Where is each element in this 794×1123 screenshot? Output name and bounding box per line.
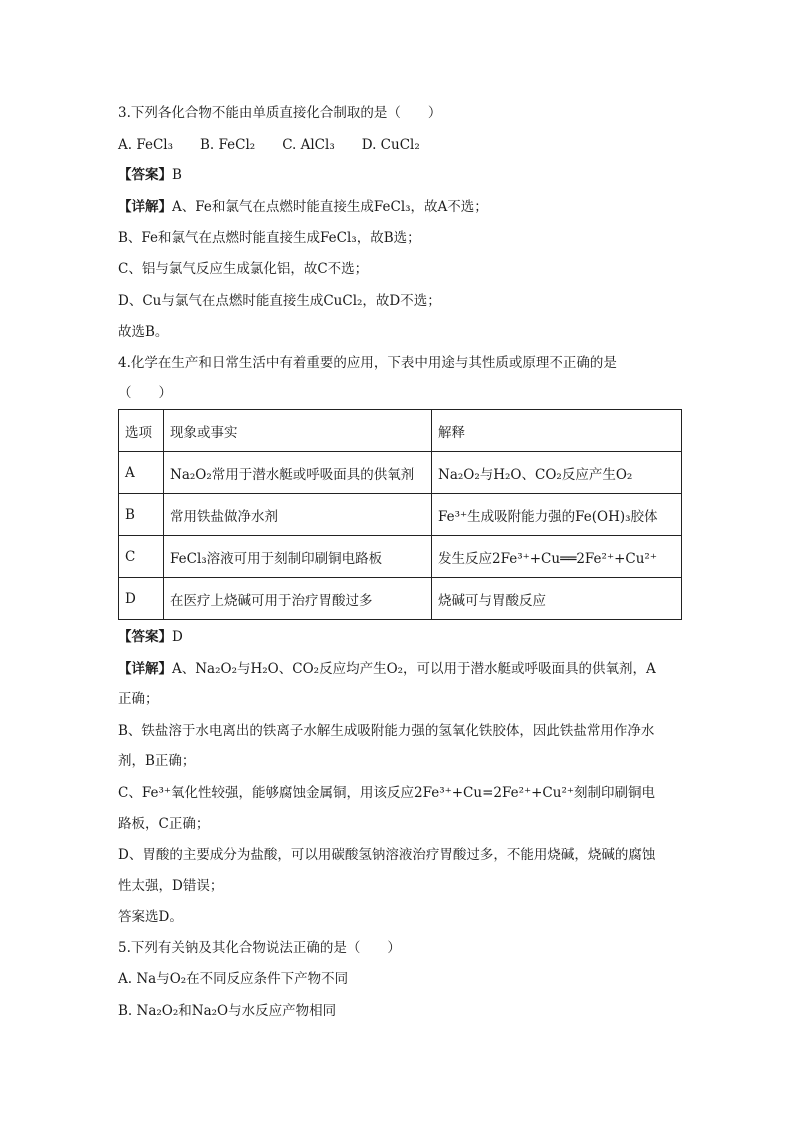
answer-value: B xyxy=(172,167,182,183)
q4-stem-line2: （ ） xyxy=(118,385,172,401)
q3-stem: 3.下列各化合物不能由单质直接化合制取的是（ ） xyxy=(118,105,442,121)
table-cell: FeCl₃溶液可用于刻制印刷铜电路板 xyxy=(164,536,432,578)
q4-detail-3: B、铁盐溶于水电离出的铁离子水解生成吸附能力强的氢氧化铁胶体，因此铁盐常用作净水 xyxy=(118,723,655,739)
q3-options: A. FeCl₃ B. FeCl₂ C. AlCl₃ D. CuCl₂ xyxy=(118,137,420,153)
detail-text: A、Na₂O₂与H₂O、CO₂反应均产生O₂，可以用于潜水艇或呼吸面具的供氧剂，A xyxy=(172,661,656,677)
table-header-cell: 现象或事实 xyxy=(164,410,432,452)
q4-detail-7: D、胃酸的主要成分为盐酸，可以用碳酸氢钠溶液治疗胃酸过多，不能用烧碱，烧碱的腐蚀 xyxy=(118,847,656,863)
table-cell: Fe³⁺生成吸附能力强的Fe(OH)₃胶体 xyxy=(432,494,682,536)
table-cell: D xyxy=(119,578,164,620)
q5-stem: 5.下列有关钠及其化合物说法正确的是（ ） xyxy=(118,940,401,956)
table-row xyxy=(119,578,682,620)
table-cell: B xyxy=(119,494,164,536)
answer-value: D xyxy=(172,629,183,645)
q3-detail-2: B、Fe和氯气在点燃时能直接生成FeCl₃，故B选； xyxy=(118,230,421,246)
q3-answer xyxy=(118,166,182,184)
table-cell: 在医疗上烧碱可用于治疗胃酸过多 xyxy=(164,578,432,620)
q5-option-b: B. Na₂O₂和Na₂O与水反应产物相同 xyxy=(118,1003,337,1019)
answer-tag: 【答案】 xyxy=(118,167,172,183)
q4-table xyxy=(118,409,682,620)
table-row xyxy=(119,494,682,536)
table-row xyxy=(119,452,682,494)
answer-tag: 【答案】 xyxy=(118,629,172,645)
q3-detail-1 xyxy=(118,198,488,216)
q4-detail-1 xyxy=(118,660,656,678)
detail-tag: 【详解】 xyxy=(118,199,172,215)
q3-detail-5: 故选B。 xyxy=(118,324,169,340)
table-cell: A xyxy=(119,452,164,494)
detail-text: A、Fe和氯气在点燃时能直接生成FeCl₃，故A不选； xyxy=(172,199,488,215)
q4-stem-line1: 4.化学在生产和日常生活中有着重要的应用，下表中用途与其性质或原理不正确的是 xyxy=(118,355,617,371)
table-header-cell: 选项 xyxy=(119,410,164,452)
q4-detail-2: 正确； xyxy=(118,691,159,707)
q4-detail-6: 路板，C正确； xyxy=(118,816,210,832)
q3-detail-3: C、铝与氯气反应生成氯化铝，故C不选； xyxy=(118,261,369,277)
q5-option-a: A. Na与O₂在不同反应条件下产物不同 xyxy=(118,971,349,987)
table-cell: 发生反应2Fe³⁺+Cu══2Fe²⁺+Cu²⁺ xyxy=(432,536,682,578)
table-cell: 常用铁盐做净水剂 xyxy=(164,494,432,536)
q4-detail-5: C、Fe³⁺氧化性较强，能够腐蚀金属铜，用该反应2Fe³⁺+Cu=2Fe²⁺+Cu²⁺刻制印刷铜电 xyxy=(118,785,655,801)
q4-answer xyxy=(118,628,183,646)
table-cell: Na₂O₂常用于潜水艇或呼吸面具的供氧剂 xyxy=(164,452,432,494)
q3-detail-4: D、Cu与氯气在点燃时能直接生成CuCl₂，故D不选； xyxy=(118,293,441,309)
table-header-cell: 解释 xyxy=(432,410,682,452)
table-cell: C xyxy=(119,536,164,578)
detail-tag: 【详解】 xyxy=(118,661,172,677)
table-row xyxy=(119,536,682,578)
q4-detail-8: 性太强，D错误； xyxy=(118,878,224,894)
q4-detail-4: 剂，B正确； xyxy=(118,753,196,769)
table-header-row xyxy=(119,410,682,452)
q4-detail-9: 答案选D。 xyxy=(118,909,183,925)
table-cell: 烧碱可与胃酸反应 xyxy=(432,578,682,620)
table-cell: Na₂O₂与H₂O、CO₂反应产生O₂ xyxy=(432,452,682,494)
